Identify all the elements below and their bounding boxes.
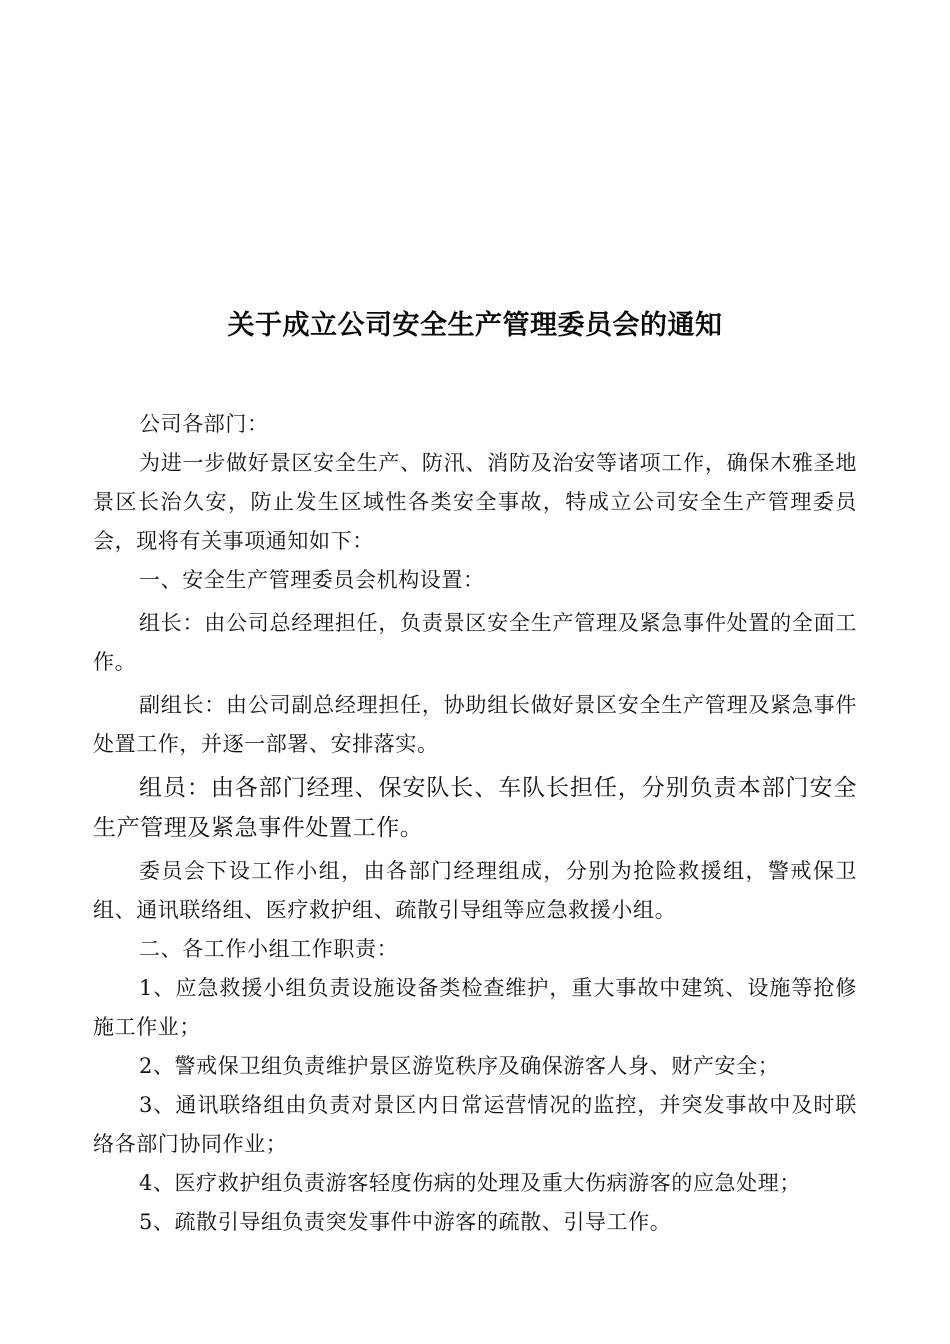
paragraph-intro: 为进一步做好景区安全生产、防汛、消防及治安等诸项工作，确保木雅圣地景区长治久安，防止发生区域性各类安全事故，特成立公司安全生产管理委员会，现将有关事项通知如下： bbox=[93, 451, 857, 553]
list-item: 1、应急救援小组负责设施设备类检查维护，重大事故中建筑、设施等抢修施工作业； bbox=[93, 976, 857, 1039]
paragraph-leader: 组长：由公司总经理担任，负责景区安全生产管理及紧急事件处置的全面工作。 bbox=[93, 611, 857, 674]
section-heading-1: 一、安全生产管理委员会机构设置： bbox=[139, 568, 485, 592]
list-item: 3、通讯联络组由负责对景区内日常运营情况的监控，并突发事故中及时联络各部门协同作业； bbox=[93, 1093, 857, 1156]
document-title: 关于成立公司安全生产管理委员会的通知 bbox=[227, 310, 723, 341]
paragraph-deputy-leader: 副组长：由公司副总经理担任，协助组长做好景区安全生产管理及紧急事件处置工作，并逐一部署、安排落实。 bbox=[93, 693, 857, 756]
list-item: 2、警戒保卫组负责维护景区游览秩序及确保游客人身、财产安全； bbox=[139, 1054, 780, 1078]
salutation: 公司各部门： bbox=[139, 412, 269, 436]
list-item: 4、医疗救护组负责游客轻度伤病的处理及重大伤病游客的应急处理； bbox=[139, 1171, 801, 1195]
paragraph-members: 组员：由各部门经理、保安队长、车队长担任，分别负责本部门安全生产管理及紧急事件处置工作。 bbox=[93, 775, 857, 841]
document-body bbox=[93, 405, 857, 1242]
section-heading-2: 二、各工作小组工作职责： bbox=[139, 937, 399, 961]
paragraph-working-groups: 委员会下设工作小组，由各部门经理组成，分别为抢险救援组，警戒保卫组、通讯联络组、医疗救护组、疏散引导组等应急救援小组。 bbox=[93, 859, 857, 922]
list-item: 5、疏散引导组负责突发事件中游客的疏散、引导工作。 bbox=[139, 1210, 672, 1234]
